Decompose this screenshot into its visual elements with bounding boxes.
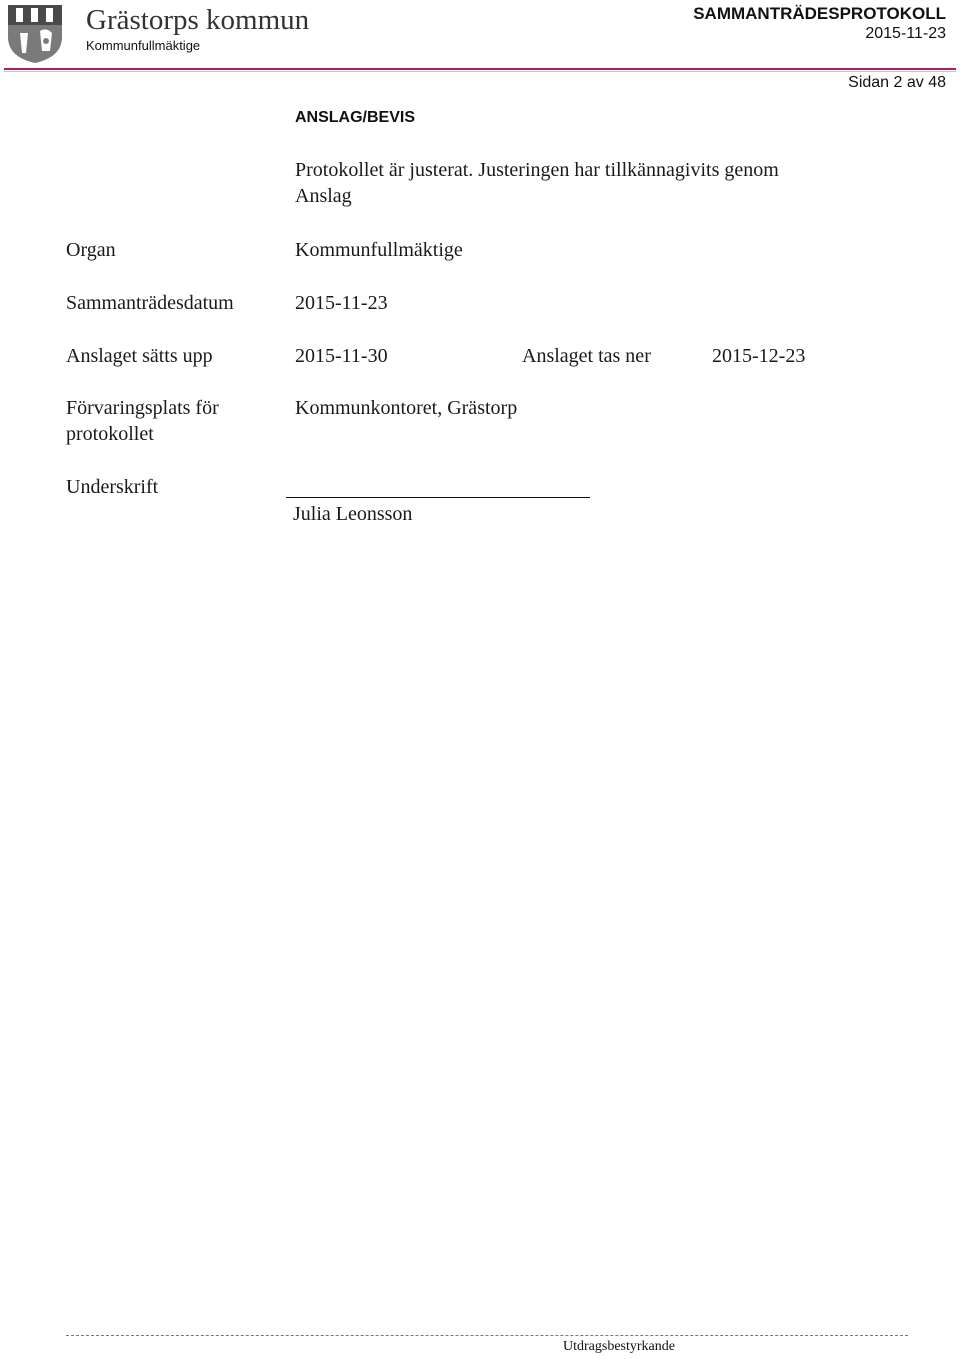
storage-label-line: protokollet bbox=[66, 423, 154, 445]
storage-label bbox=[66, 395, 219, 447]
signature-line bbox=[286, 497, 590, 498]
signature-label: Underskrift bbox=[66, 476, 159, 498]
document-date: 2015-11-23 bbox=[865, 25, 946, 42]
removed-value: 2015-12-23 bbox=[712, 345, 806, 367]
municipality-name: Grästorps kommun bbox=[86, 4, 310, 36]
organ-value: Kommunfullmäktige bbox=[295, 239, 463, 261]
organ-label: Organ bbox=[66, 239, 116, 261]
notice-intro-line: Anslag bbox=[295, 185, 352, 207]
signatory-name: Julia Leonsson bbox=[293, 503, 413, 525]
storage-label-line: Förvaringsplats för bbox=[66, 397, 219, 419]
municipal-coat-of-arms-icon bbox=[6, 3, 64, 65]
notice-intro bbox=[295, 157, 779, 209]
document-type: SAMMANTRÄDESPROTOKOLL bbox=[693, 4, 946, 23]
footer-divider bbox=[66, 1335, 908, 1336]
meeting-date-value: 2015-11-23 bbox=[295, 292, 388, 314]
posted-value: 2015-11-30 bbox=[295, 345, 388, 367]
footer-label: Utdragsbestyrkande bbox=[563, 1339, 675, 1354]
storage-value: Kommunkontoret, Grästorp bbox=[295, 397, 518, 419]
section-heading: ANSLAG/BEVIS bbox=[295, 109, 416, 126]
notice-intro-line: Protokollet är justerat. Justeringen har tillkännagivits genom bbox=[295, 159, 779, 181]
body-name: Kommunfullmäktige bbox=[86, 38, 201, 53]
header-divider bbox=[4, 68, 956, 70]
removed-label: Anslaget tas ner bbox=[522, 345, 651, 367]
meeting-date-label: Sammanträdesdatum bbox=[66, 292, 234, 314]
posted-label: Anslaget sätts upp bbox=[66, 345, 213, 367]
page-number: Sidan 2 av 48 bbox=[848, 74, 946, 91]
header-divider-secondary bbox=[4, 71, 956, 72]
